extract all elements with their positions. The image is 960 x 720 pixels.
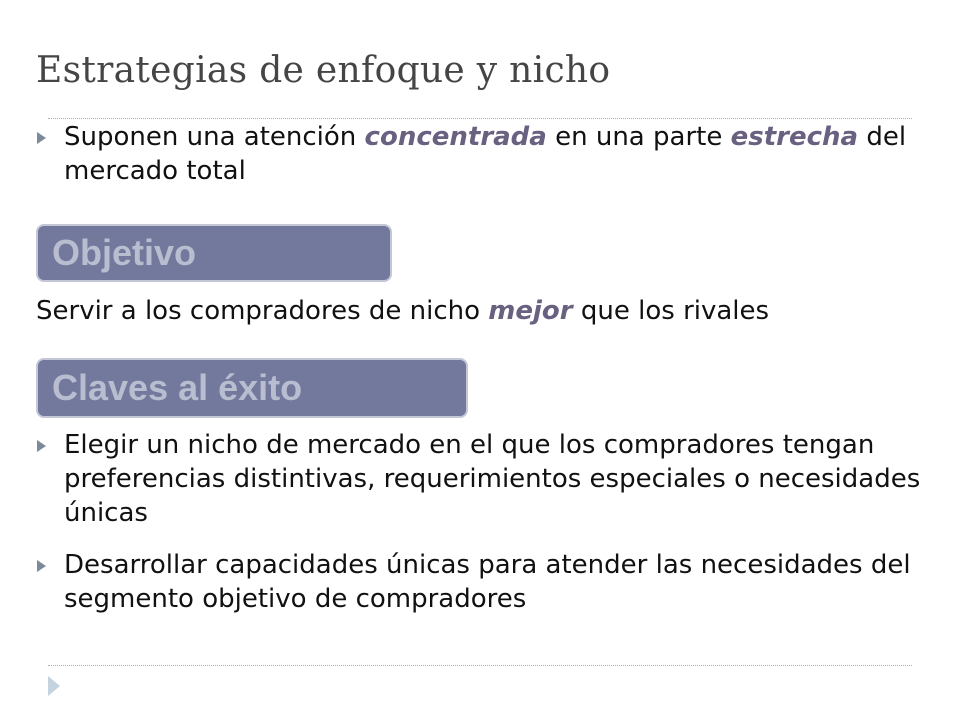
objetivo-text-1: Servir a los compradores de nicho [36,296,489,326]
claves-item-2-text: Desarrollar capacidades únicas para atender las necesidades del segmento objetivo de compradores [64,550,911,614]
intro-bullet [64,120,924,188]
title-divider [48,118,912,119]
intro-text-3: del mercado total [64,122,907,186]
bullet-arrow-icon [37,560,46,572]
objetivo-text-2: que los rivales [572,296,770,326]
objetivo-label: Objetivo [52,232,197,273]
intro-emphasis-concentrada: concentrada [364,122,547,152]
intro-text-1: Suponen una atención [64,122,365,152]
intro-text-2: en una parte [546,122,731,152]
claves-label: Claves al éxito [52,367,303,408]
corner-arrow-icon [48,676,60,696]
claves-label-box [36,358,468,418]
claves-bullet-1 [64,428,924,530]
bullet-arrow-icon [37,132,46,144]
claves-item-1-text: Elegir un nicho de mercado en el que los compradores tengan preferencias distintivas, requerimientos especiales o necesidades únicas [64,430,921,528]
bullet-arrow-icon [37,440,46,452]
objetivo-text [36,294,916,328]
footer-divider [48,665,912,666]
objetivo-emphasis-mejor: mejor [488,296,573,326]
slide-title: Estrategias de enfoque y nicho [36,50,611,91]
intro-emphasis-estrecha: estrecha [730,122,859,152]
objetivo-label-box [36,224,392,282]
claves-bullet-2 [64,548,924,616]
